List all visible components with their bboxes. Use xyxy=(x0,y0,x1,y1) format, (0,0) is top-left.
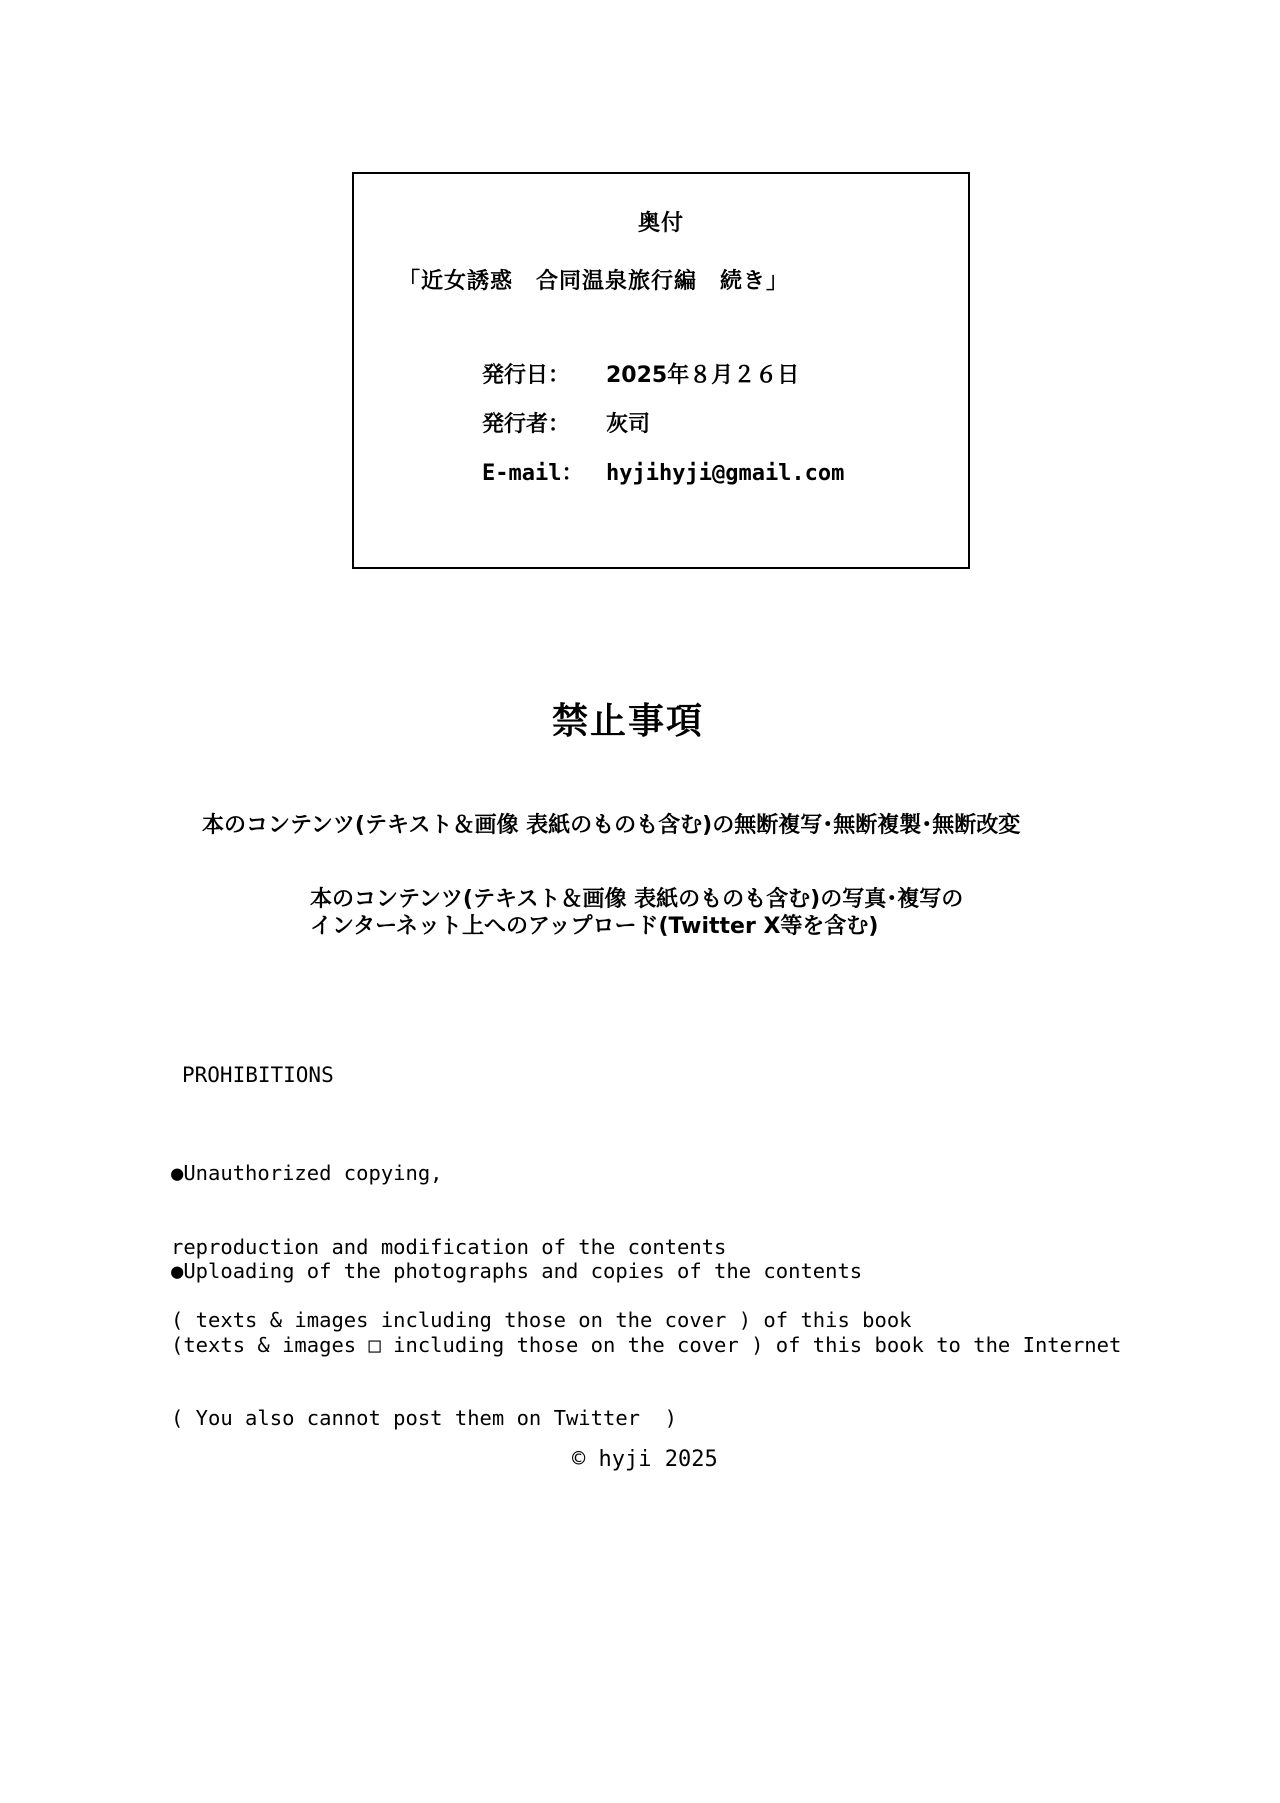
prohibition-en-item-1-line-2: reproduction and modification of the contents xyxy=(171,1234,727,1259)
prohibitions-heading-jp: 禁止事項 xyxy=(551,701,704,742)
prohibition-en-item-2-line-2: (texts & images □ including those on the cover ) of this book to the Internet xyxy=(171,1332,1122,1357)
prohibition-jp-item-2 xyxy=(310,886,963,940)
prohibition-en-item-2-line-3: ( You also cannot post them on Twitter ) xyxy=(171,1406,678,1430)
publisher-row xyxy=(482,407,650,438)
colophon-box xyxy=(352,172,970,569)
publisher-value: 灰司 xyxy=(606,412,651,437)
email-value: hyjihyji@gmail.com xyxy=(606,461,845,486)
prohibition-jp-item-2-line-1: 本のコンテンツ(テキスト＆画像 表紙のものも含む)の写真･複写の xyxy=(310,887,964,912)
book-title: 「近女誘惑 合同温泉旅行編 続き」 xyxy=(398,269,790,294)
publish-date-value: 2025年８月２６日 xyxy=(606,363,800,388)
copyright-notice: © hyji 2025 xyxy=(572,1447,718,1472)
prohibition-en-item-2-line-1: ●Uploading of the photographs and copies of the contents xyxy=(171,1259,863,1283)
prohibition-en-item-1-line-1: ●Unauthorized copying, xyxy=(171,1161,443,1185)
prohibitions-heading-en: PROHIBITIONS xyxy=(182,1063,334,1087)
colophon-heading: 奥付 xyxy=(637,211,684,236)
email-row xyxy=(482,456,844,487)
prohibition-en-item-2 xyxy=(171,1210,1121,1455)
prohibition-en-item-1-line-3: ( texts & images including those on the cover ) of this book xyxy=(171,1308,912,1332)
publisher-label: 発行者： xyxy=(482,412,571,437)
email-label: E-mail： xyxy=(482,461,584,486)
publish-date-row xyxy=(482,358,799,389)
prohibition-jp-item-2-line-2: インターネット上へのアップロード(Twitter X等を含む) xyxy=(310,914,879,939)
publish-date-label: 発行日： xyxy=(482,363,571,388)
prohibition-jp-item-1: 本のコンテンツ(テキスト＆画像 表紙のものも含む)の無断複写･無断複製･無断改変 xyxy=(202,813,1021,838)
